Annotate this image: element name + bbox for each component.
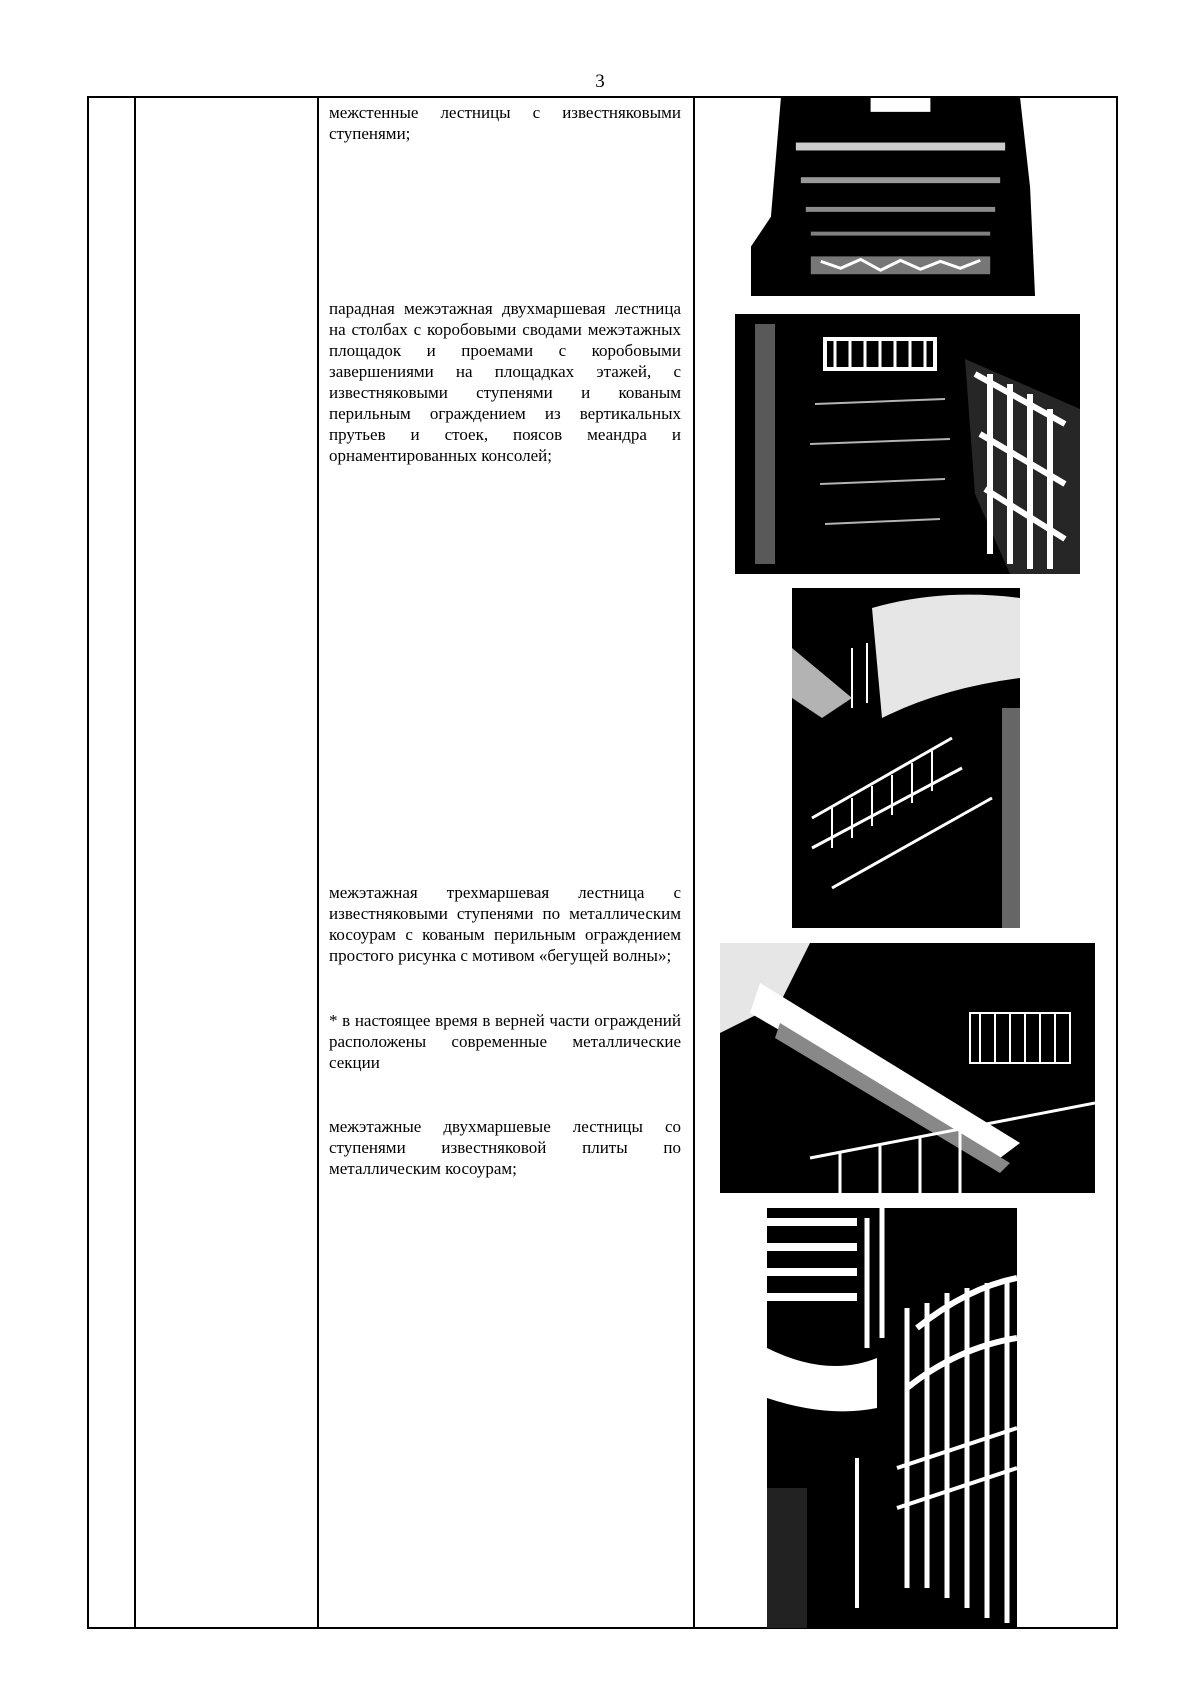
- stair-description-4: межэтажные двухмаршевые лестницы со ступенями известняковой плиты по металлическим косоурам;: [329, 1117, 681, 1178]
- photo-three-flight-staircase: [720, 943, 1095, 1193]
- page-number: 3: [595, 71, 605, 92]
- column-divider: [693, 98, 695, 1627]
- photo-wall-stairs: [751, 98, 1050, 296]
- stair-description-3: межэтажная трехмаршевая лестница с известняковыми ступенями по металлическим косоурам с кованым перильным ограждением простого рисунка с мотивом «бегущей волны»;: [329, 883, 681, 965]
- heritage-table: [87, 96, 1118, 1629]
- stair-description-2: парадная межэтажная двухмаршевая лестница на столбах с коробовыми сводами межэтажных площадок и проемами с коробовыми завершениями на площадках этажей, с известняковыми ступенями и кованым перильным ограждением из вертикальных прутьев и стоек, поясов меандра и орнаментированных консолей;: [329, 299, 681, 465]
- stair-note-3: * в настоящее время в верней части ограждений расположены современные металлические секции: [329, 1011, 681, 1072]
- column-divider: [317, 98, 319, 1627]
- column-divider: [134, 98, 136, 1627]
- stair-description-1: межстенные лестницы с известняковыми ступенями;: [329, 103, 681, 143]
- photo-staircase-below: [792, 588, 1020, 928]
- photo-parade-staircase: [735, 314, 1080, 574]
- photo-two-flight-staircases: [767, 1208, 1017, 1628]
